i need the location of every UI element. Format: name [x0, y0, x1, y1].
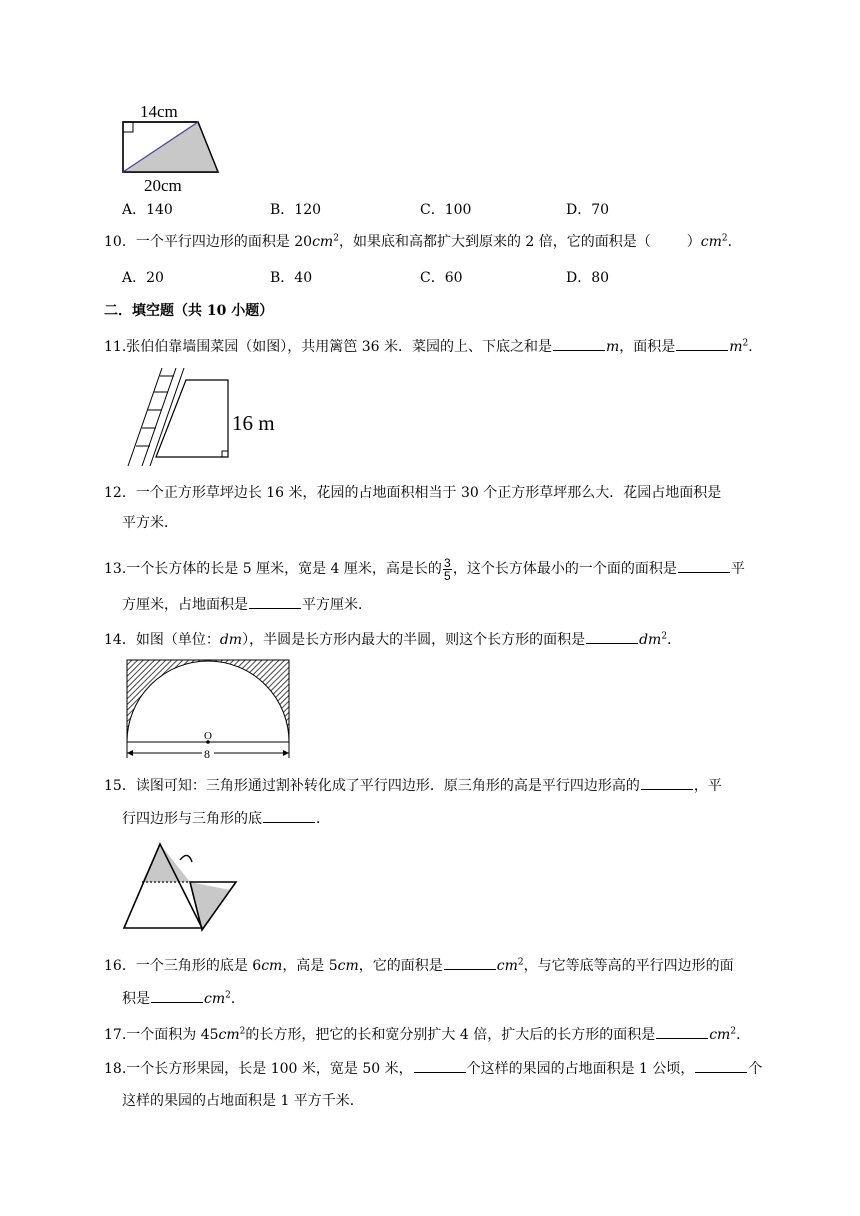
question-17: 17.一个面积为 $45cm^2$的长方形，把它的长和宽分别扩大 4 倍，扩大后的长方形的面积是 $cm^2$． — [104, 1024, 750, 1044]
fig-label-bottom: 20cm — [144, 176, 182, 194]
fraction-3-5: $\frac{3}{5}$ — [444, 555, 451, 583]
question-11: 11.张伯伯靠墙围菜园（如图），共用篱笆 36 米．菜园的上、下底之和是 m，面积是 $m^2$． — [104, 336, 762, 356]
question-18: 18.一个长方形果园，长是 100 米，宽是 50 米， 个这样的果园的占地面积是 1 公顷， 个 — [104, 1058, 762, 1078]
blank — [249, 594, 301, 609]
question-12: 12．一个正方形草坪边长 16 米，花园的占地面积相当于 30 个正方形草坪那么大．花园占地面积是 — [104, 485, 722, 501]
fig-label-8: 8 — [204, 747, 210, 761]
blank — [553, 336, 605, 351]
blank — [414, 1058, 466, 1073]
q10-option-d: D．80 — [566, 270, 610, 286]
blank — [695, 1058, 747, 1073]
blank — [678, 558, 730, 573]
question-13: 13.一个长方体的长是 5 厘米，宽是 4 厘米，高是长的 $\frac{3}{5}$ ，这个长方体最小的一个面的面积是 平 — [104, 555, 745, 583]
question-18-cont: 这样的果园的占地面积是 1 平方千米． — [122, 1093, 364, 1109]
blank — [444, 955, 496, 970]
blank — [586, 629, 638, 644]
question-14: 14．如图（单位：dm），半圆是长方形内最大的半圆，则这个长方形的面积是 $dm^2$． — [104, 629, 681, 649]
q9-option-a: A．140 — [122, 202, 173, 218]
blank — [656, 1024, 708, 1039]
question-13-cont: 方厘米，占地面积是 平方厘米． — [122, 594, 372, 614]
fig-label-16m: 16 m — [232, 411, 275, 435]
question-16-cont: 积是 $cm^2$． — [122, 988, 245, 1008]
question-15: 15．读图可知：三角形通过割补转化成了平行四边形．原三角形的高是平行四边形高的 ，平 — [104, 775, 722, 795]
question-16: 16．一个三角形的底是 6cm，高是 5cm，它的面积是 $cm^2$，与它等底等高的平行四边形的面 — [104, 955, 734, 975]
q9-option-d: D．70 — [566, 202, 610, 218]
question-10: 10．一个平行四边形的面积是 $20cm^2$，如果底和高都扩大到原来的 2 倍，它的面积是（ ）$cm^2$． — [104, 233, 742, 250]
question-15-cont: 行四边形与三角形的底 ． — [122, 808, 330, 828]
fig-label-o: O — [204, 730, 212, 742]
blank — [263, 808, 315, 823]
q9-option-c: C．100 — [420, 202, 472, 218]
question-12-cont: 平方米． — [122, 515, 178, 531]
blank — [151, 988, 203, 1003]
q9-option-b: B．120 — [270, 202, 322, 218]
fig-label-top: 14cm — [140, 102, 178, 121]
trapezoid-figure — [118, 100, 224, 194]
triangle-parallelogram-figure — [122, 836, 250, 934]
blank — [641, 775, 693, 790]
q10-option-a: A．20 — [122, 270, 164, 286]
garden-figure — [122, 366, 282, 468]
section-2-title: 二．填空题（共 10 小题） — [104, 303, 274, 319]
q10-option-c: C．60 — [420, 270, 463, 286]
blank — [676, 336, 728, 351]
semicircle-figure — [122, 658, 296, 762]
q10-option-b: B．40 — [270, 270, 313, 286]
